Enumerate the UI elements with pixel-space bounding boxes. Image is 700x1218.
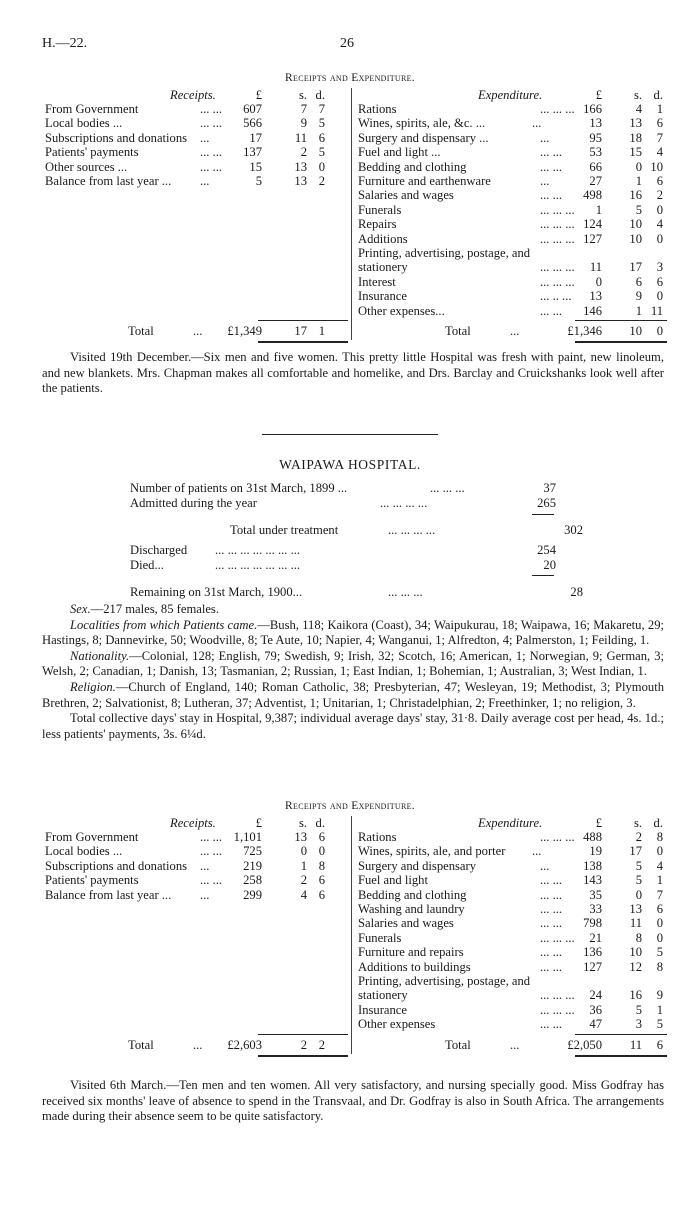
leader-dots: ... ... [540,887,563,902]
currency-header: d. [315,816,325,830]
expenditure-label: Rations [358,102,397,116]
sex-stat: Sex.—217 males, 85 females. [70,602,219,616]
expenditure-shillings: 1 [635,303,642,318]
expenditure-total-pence: 0 [656,324,663,338]
expenditure-label: Surgery and dispensary [358,858,476,873]
subtotal-rule [532,575,554,576]
expenditure-label: Washing and laundry [358,902,465,916]
expenditure-pounds: 136 [583,945,602,960]
leader-dots: ... ... ... [540,274,575,289]
expenditure-pence: 0 [656,844,663,859]
leader-dots: ... ... [540,873,563,888]
leader-dots: ... ... ... ... [388,523,436,537]
expenditure-shillings: 3 [635,1017,642,1032]
expenditure-shillings: 11 [629,916,642,931]
leader-dots: ... ... [540,159,563,174]
currency-header: s. [633,88,642,102]
expenditure-pence: 6 [656,116,663,131]
summary-label: Number of patients on 31st March, 1899 ... [130,481,348,495]
expenditure-pounds: 21 [589,930,602,945]
expenditure-pounds: 127 [583,231,602,246]
leader-dots: ... ... ... [540,930,575,945]
total-rule [575,1034,667,1035]
expenditure-shillings: 13 [629,902,642,916]
receipt-pence: 2 [318,174,325,188]
hospital-title: WAIPAWA HOSPITAL. [279,457,421,472]
expenditure-shillings: 17 [629,844,642,859]
expenditure-pence: 3 [656,260,663,275]
leader-dots: ... [540,130,550,145]
leader-dots: ... ... ... [430,481,465,495]
receipt-shillings: 0 [300,844,307,859]
expenditure-label: Funerals [358,930,402,945]
leader-dots: ... ... [200,844,223,859]
expenditure-shillings: 5 [635,858,642,873]
receipt-shillings: 11 [294,130,307,145]
patient-statistics [42,602,664,742]
expenditure-label: Wines, spirits, ale, &c. ... [358,116,486,131]
expenditure-shillings: 5 [635,202,642,217]
currency-header: £ [595,88,602,102]
expenditure-shillings: 9 [635,289,642,304]
leader-dots: ... ... ... [540,202,575,217]
expenditure-pence: 7 [656,130,663,145]
expenditure-label: Other expenses [358,1017,436,1032]
double-rule [575,341,667,343]
receipt-pounds: 258 [243,873,262,888]
expenditure-shillings: 17 [629,260,642,275]
receipt-label: Balance from last year ... [45,887,172,902]
currency-header: d. [653,816,663,830]
receipt-label: Other sources ... [45,159,128,174]
leader-dots: ... ... [540,188,563,203]
expenditure-pence: 1 [656,1002,663,1017]
receipt-pounds: 5 [255,174,262,188]
receipt-shillings: 7 [300,102,307,116]
receipt-label: From Government [45,102,139,116]
expenditure-pence: 4 [656,145,663,160]
leader-dots: ... ... [540,945,563,960]
leader-dots: ... ... [200,116,223,131]
expenditure-pounds: 47 [589,1017,602,1032]
expenditure-pounds: 143 [583,873,602,888]
expenditure-shillings: 12 [629,959,642,974]
leader-dots: ... ... [200,830,223,844]
expenditure-total-pounds: £2,050 [567,1037,602,1052]
receipt-shillings: 13 [294,174,307,188]
total-rule [575,320,667,321]
expenditure-pounds: 166 [583,102,602,116]
expenditure-heading: Expenditure. [478,816,543,830]
expenditure-label: Furniture and repairs [358,945,464,960]
expenditure-pence: 10 [650,159,663,174]
summary-value: 265 [537,496,556,510]
currency-header: £ [595,816,602,830]
expenditure-label: Fuel and light ... [358,145,441,160]
expenditure-pounds: 27 [589,174,602,188]
expenditure-shillings: 2 [635,830,642,844]
summary-value: 254 [537,543,556,557]
expenditure-shillings: 18 [629,130,642,145]
expenditure-label: Other expenses... [358,303,445,318]
receipt-pounds: 17 [249,130,262,145]
receipt-pounds: 219 [243,858,262,873]
leader-dots: ... [193,1037,203,1052]
summary-value: 20 [543,558,556,572]
expenditure-label: Fuel and light [358,873,428,888]
expenditure-pence: 0 [656,231,663,246]
receipts-heading: Receipts. [170,88,216,102]
leader-dots: ... ... [540,303,563,318]
expenditure-pence: 0 [656,930,663,945]
localities-stat: Localities from which Patients came.—Bush, 118; Kaikora (Coast), 34; Waipukurau, 18; Waipawa, 16; Makaretu, 29; Hastings, 8; Dannevirke, 50; Woodville, 8; Te Aute, 10; Napier, 4; Wanganui, 1; Alfredton, 4; Palmerston, 1; Feilding, 1. [42,617,665,648]
currency-header: d. [315,88,325,102]
receipts-total-pence: 1 [318,324,325,338]
expenditure-pence: 4 [656,858,663,873]
currency-header: s. [298,816,307,830]
double-rule [258,341,348,343]
receipt-label: Patients' payments [45,873,139,888]
total-label: Total [128,324,154,338]
religion-stat: Religion.—Church of England, 140; Roman Catholic, 38; Presbyterian, 47; Wesleyan, 19; Methodist, 3; Plymouth Brethren, 2; Salvationist, 8; Lutheran, 37; Adventist, 1; Unitarian, 1; Christadelphian, 2; Freethinker, 1; no religion, 3. [42,679,664,710]
expenditure-pence: 4 [656,217,663,232]
expenditure-pence: 6 [656,174,663,188]
leader-dots: ... ... [200,873,223,888]
section-divider [262,434,438,435]
receipt-pence: 6 [318,130,325,145]
leader-dots: ... [510,1037,520,1052]
total-rule [258,320,348,321]
expenditure-pounds: 35 [589,887,602,902]
summary-label: Remaining on 31st March, 1900... [130,585,303,599]
receipt-pence: 7 [318,102,325,116]
leader-dots: ... ... [540,902,563,916]
expenditure-shillings: 10 [629,231,642,246]
leader-dots: ... ... [540,916,563,931]
expenditure-label: Furniture and earthenware [358,174,491,188]
summary-label: Admitted during the year [130,496,257,510]
nationality-stat: Nationality.—Colonial, 128; English, 79; Swedish, 9; Irish, 32; Scotch, 16; American, 1; Norwegian, 9; German, 3; Welsh, 2; Canadian, 1; Danish, 13; Tasmanian, 2; Russian, 1; East Indian, 1; Bohemian, 1; Australian, 3; West Indian, 1. [42,648,664,679]
leader-dots: ... ... [200,159,223,174]
double-rule [258,1055,348,1057]
total-rule [258,1034,348,1035]
receipt-pence: 5 [318,116,325,131]
expenditure-label: Salaries and wages [358,188,454,203]
expenditure-pence: 0 [656,916,663,931]
leader-dots: ... ... ... ... ... ... ... [215,543,301,557]
currency-header: s. [298,88,307,102]
receipt-pounds: 137 [243,145,262,160]
receipt-label: Patients' payments [45,145,139,160]
expenditure-pounds: 0 [595,274,602,289]
expenditure-label: stationery [358,260,408,275]
receipt-label: Subscriptions and donations [45,130,188,145]
expenditure-shillings: 1 [635,174,642,188]
receipts-heading: Receipts. [170,816,216,830]
expenditure-pounds: 24 [589,988,602,1003]
expenditure-label: Salaries and wages [358,916,454,931]
total-label: Total [128,1037,154,1052]
receipt-pence: 5 [318,145,325,160]
leader-dots: ... ... [540,1017,563,1032]
receipts-total-shillings: 2 [300,1037,307,1052]
visit-note-2: Visited 6th March.—Ten men and ten women. All very satisfactory, and nursing specially good. Miss Godfray has received six months' leave of absence to spend in the Transvaal, and Dr. Godfray is also in South Africa. The arrangements made during their absence seem to be quite satisfactory. [42,1078,664,1124]
expenditure-shillings: 4 [635,102,642,116]
receipt-shillings: 9 [300,116,307,131]
column-divider [351,816,352,1054]
receipt-pence: 6 [318,873,325,888]
expenditure-label: Bedding and clothing [358,887,467,902]
expenditure-pounds: 124 [583,217,602,232]
receipt-pounds: 1,101 [233,830,262,844]
expenditure-shillings: 16 [629,188,642,203]
expenditure-label: Additions to buildings [358,959,471,974]
days-stat: Total collective days' stay in Hospital, 9,387; individual average days' stay, 31·8. Daily average cost per head, 4s. 1d.; less patients' payments, 3s. 6¼d. [42,711,664,741]
receipt-label: Local bodies ... [45,116,123,131]
expenditure-pence: 5 [656,1017,663,1032]
leader-dots: ... ... ... [540,988,575,1003]
leader-dots: ... ... ... ... ... ... ... [215,558,301,572]
summary-label: Total under treatment [230,523,339,537]
leader-dots: ... ... ... ... [380,496,428,510]
expenditure-label: Insurance [358,1002,407,1017]
receipt-pence: 6 [318,830,325,844]
leader-dots: ... ... ... [388,585,423,599]
expenditure-pounds: 11 [589,260,602,275]
expenditure-pounds: 95 [589,130,602,145]
leader-dots: ... ... ... [540,217,575,232]
expenditure-shillings: 5 [635,873,642,888]
expenditure-pence: 6 [656,274,663,289]
expenditure-pence: 11 [650,303,663,318]
receipt-label: Subscriptions and donations [45,858,188,873]
total-label: Total [445,324,471,338]
receipt-pounds: 566 [243,116,262,131]
summary-label: Died... [130,558,164,572]
currency-header: s. [633,816,642,830]
receipt-pence: 6 [318,887,325,902]
subtotal-rule [532,514,554,515]
expenditure-label: Interest [358,274,396,289]
expenditure-pence: 2 [656,188,663,203]
expenditure-pounds: 33 [589,902,602,916]
expenditure-pence: 6 [656,902,663,916]
expenditure-pence: 8 [656,830,663,844]
leader-dots: ... [200,858,210,873]
expenditure-label: stationery [358,988,408,1003]
receipt-shillings: 2 [300,145,307,160]
currency-header: d. [653,88,663,102]
expenditure-label: Bedding and clothing [358,159,467,174]
expenditure-pence: 0 [656,289,663,304]
receipt-pounds: 725 [243,844,262,859]
receipt-label: Balance from last year ... [45,174,172,188]
double-rule [575,1055,667,1057]
expenditure-total-pounds: £1,346 [567,324,602,338]
leader-dots: ... [200,887,210,902]
table-title: Receipts and Expenditure. [285,800,415,812]
leader-dots: ... .. ... [540,289,572,304]
leader-dots: ... [540,858,550,873]
receipt-shillings: 1 [300,858,307,873]
expenditure-pounds: 498 [583,188,602,203]
expenditure-pounds: 798 [583,916,602,931]
leader-dots: ... [532,116,542,131]
receipt-pence: 0 [318,159,325,174]
receipt-pence: 0 [318,844,325,859]
expenditure-label: Funerals [358,202,402,217]
page-number: 26 [340,36,354,51]
expenditure-label: Printing, advertising, postage, and [358,974,531,988]
expenditure-pence: 9 [656,988,663,1003]
leader-dots: ... ... [200,145,223,160]
receipt-shillings: 13 [294,830,307,844]
leader-dots: ... [540,174,550,188]
receipt-shillings: 13 [294,159,307,174]
expenditure-label: Additions [358,231,408,246]
receipt-pounds: 299 [243,887,262,902]
expenditure-label: Repairs [358,217,397,232]
expenditure-pounds: 53 [589,145,602,160]
expenditure-pence: 1 [656,102,663,116]
expenditure-pence: 7 [656,887,663,902]
leader-dots: ... ... [540,145,563,160]
expenditure-shillings: 15 [629,145,642,160]
leader-dots: ... ... ... [540,1002,575,1017]
receipt-pounds: 15 [249,159,262,174]
leader-dots: ... [200,130,210,145]
expenditure-label: Surgery and dispensary ... [358,130,489,145]
leader-dots: ... ... ... [540,102,575,116]
expenditure-shillings: 10 [629,945,642,960]
summary-remaining: 28 [570,585,583,599]
expenditure-pounds: 138 [583,858,602,873]
leader-dots: ... [532,844,542,859]
leader-dots: ... ... ... [540,260,575,275]
receipts-total-pounds: £1,349 [227,324,262,338]
visit-note-1: Visited 19th December.—Six men and five women. This pretty little Hospital was fresh with paint, new linoleum, and new blankets. Mrs. Chapman makes all comfortable and homelike, and Drs. Barclay and Cruickshanks look well after the patients. [42,350,664,396]
expenditure-label: Printing, advertising, postage, and [358,246,531,260]
expenditure-pounds: 19 [589,844,602,859]
expenditure-pounds: 127 [583,959,602,974]
expenditure-label: Wines, spirits, ale, and porter [358,844,506,859]
expenditure-shillings: 5 [635,1002,642,1017]
summary-label: Discharged [130,543,188,557]
expenditure-pounds: 13 [589,116,602,131]
expenditure-pence: 0 [656,202,663,217]
expenditure-pounds: 488 [583,830,602,844]
receipt-shillings: 2 [300,873,307,888]
expenditure-pounds: 13 [589,289,602,304]
expenditure-pounds: 1 [595,202,602,217]
leader-dots: ... [193,324,203,338]
expenditure-shillings: 0 [635,887,642,902]
page-reference: H.—22. [42,36,88,51]
expenditure-shillings: 0 [635,159,642,174]
receipt-label: From Government [45,830,139,844]
leader-dots: ... ... ... [540,830,575,844]
expenditure-shillings: 6 [635,274,642,289]
currency-header: £ [255,88,262,102]
leader-dots: ... ... [540,959,563,974]
leader-dots: ... [510,324,520,338]
leader-dots: ... [200,174,210,188]
currency-header: £ [255,816,262,830]
expenditure-shillings: 16 [629,988,642,1003]
expenditure-heading: Expenditure. [478,88,543,102]
receipt-pounds: 607 [243,102,262,116]
receipts-total-pence: 2 [318,1037,325,1052]
expenditure-pounds: 146 [583,303,602,318]
leader-dots: ... ... ... [540,231,575,246]
expenditure-shillings: 10 [629,217,642,232]
expenditure-label: Rations [358,830,397,844]
expenditure-pence: 5 [656,945,663,960]
receipts-total-shillings: 17 [294,324,307,338]
receipt-shillings: 4 [300,887,307,902]
receipt-label: Local bodies ... [45,844,123,859]
expenditure-total-pence: 6 [656,1037,663,1052]
receipt-pence: 8 [318,858,325,873]
leader-dots: ... ... [200,102,223,116]
expenditure-total-shillings: 11 [629,1037,642,1052]
expenditure-pounds: 66 [589,159,602,174]
summary-total: 302 [564,523,583,537]
expenditure-shillings: 13 [629,116,642,131]
table-title: Receipts and Expenditure. [285,72,415,84]
expenditure-shillings: 8 [635,930,642,945]
receipts-total-pounds: £2,603 [227,1037,262,1052]
summary-value: 37 [543,481,556,495]
expenditure-total-shillings: 10 [629,324,642,338]
total-label: Total [445,1037,471,1052]
expenditure-pence: 1 [656,873,663,888]
column-divider [351,88,352,340]
expenditure-label: Insurance [358,289,407,304]
expenditure-pence: 8 [656,959,663,974]
expenditure-pounds: 36 [589,1002,602,1017]
